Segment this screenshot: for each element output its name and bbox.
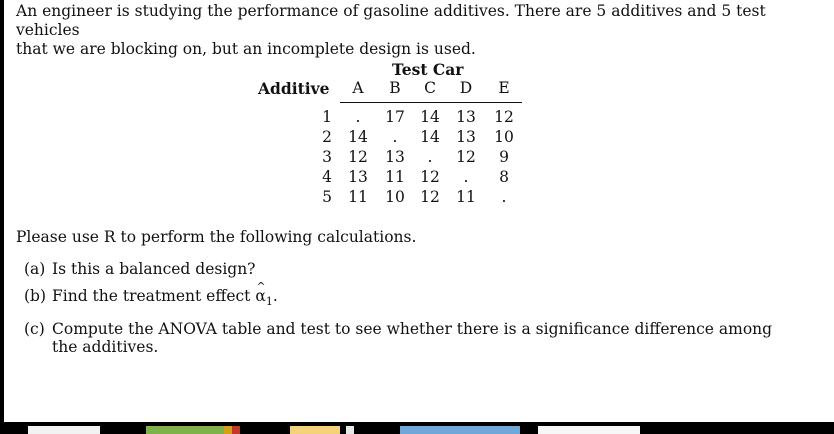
- col-header-C: C: [424, 79, 436, 97]
- table-cell: 11: [385, 168, 405, 186]
- table-cell: 12: [456, 148, 476, 166]
- row-label: 2: [322, 128, 332, 146]
- col-header-B: B: [389, 79, 401, 97]
- table-cell: 12: [348, 148, 368, 166]
- table-cell: .: [427, 148, 433, 166]
- taskbar: [0, 422, 834, 434]
- table-cell: .: [501, 188, 507, 206]
- table-cell: 14: [420, 128, 440, 146]
- taskbar-item[interactable]: [400, 426, 520, 434]
- instructions: Please use R to perform the following calculations.: [16, 228, 417, 246]
- question-parts: [24, 260, 784, 365]
- table-cell: 12: [420, 168, 440, 186]
- part-c: [24, 320, 784, 356]
- part-b-period: .: [272, 287, 278, 305]
- intro-line-1: An engineer is studying the performance of gasoline additives. There are 5 additives and 5 test vehicles: [16, 2, 766, 39]
- part-text: Compute the ANOVA table and test to see whether there is a significance difference among the additives.: [52, 320, 773, 357]
- alpha-subscript: 1: [265, 295, 273, 309]
- part-b-text: Find the treatment effect: [52, 287, 256, 305]
- part-b: [24, 287, 784, 311]
- table-cell: .: [355, 108, 361, 126]
- part-label: (a): [24, 260, 46, 278]
- part-label: (b): [24, 287, 47, 305]
- taskbar-item[interactable]: [232, 426, 240, 434]
- table-cell: 9: [499, 148, 509, 166]
- table-cell: 10: [494, 128, 514, 146]
- taskbar-item[interactable]: [28, 426, 100, 434]
- table-rule: [340, 102, 522, 103]
- col-header-A: A: [352, 79, 364, 97]
- part-label: (c): [24, 320, 45, 339]
- taskbar-item[interactable]: [146, 426, 224, 434]
- table-cell: 10: [385, 188, 405, 206]
- table-cell: 14: [420, 108, 440, 126]
- table-cell: .: [392, 128, 398, 146]
- row-label: 5: [322, 188, 332, 206]
- row-label: 3: [322, 148, 332, 166]
- table-cell: 8: [499, 168, 509, 186]
- table-cell: 13: [385, 148, 405, 166]
- table-cell: 13: [456, 108, 476, 126]
- taskbar-item[interactable]: [224, 426, 232, 434]
- table-cell: 11: [456, 188, 476, 206]
- table-cell: 13: [456, 128, 476, 146]
- problem-statement: [16, 2, 816, 59]
- table-cell: .: [463, 168, 469, 186]
- taskbar-item[interactable]: [538, 426, 640, 434]
- row-label: 1: [322, 108, 332, 126]
- alpha-hat-symbol: ^ α: [255, 287, 265, 305]
- col-header-D: D: [459, 79, 473, 97]
- row-label: 4: [322, 168, 332, 186]
- taskbar-item[interactable]: [290, 426, 340, 434]
- part-a: [24, 260, 784, 278]
- table-cell: 11: [348, 188, 368, 206]
- col-header-E: E: [498, 79, 510, 97]
- part-text: Is this a balanced design?: [52, 260, 256, 278]
- part-text: [52, 287, 784, 311]
- intro-line-2: that we are blocking on, but an incomplete design is used.: [16, 40, 476, 58]
- table-cell: 12: [420, 188, 440, 206]
- table-title: Test Car: [392, 60, 464, 79]
- row-header: Additive: [258, 79, 330, 98]
- table-cell: 13: [348, 168, 368, 186]
- table-cell: 17: [385, 108, 405, 126]
- table-cell: 14: [348, 128, 368, 146]
- left-border-bar: [0, 0, 4, 434]
- taskbar-item[interactable]: [346, 426, 354, 434]
- table-cell: 12: [494, 108, 514, 126]
